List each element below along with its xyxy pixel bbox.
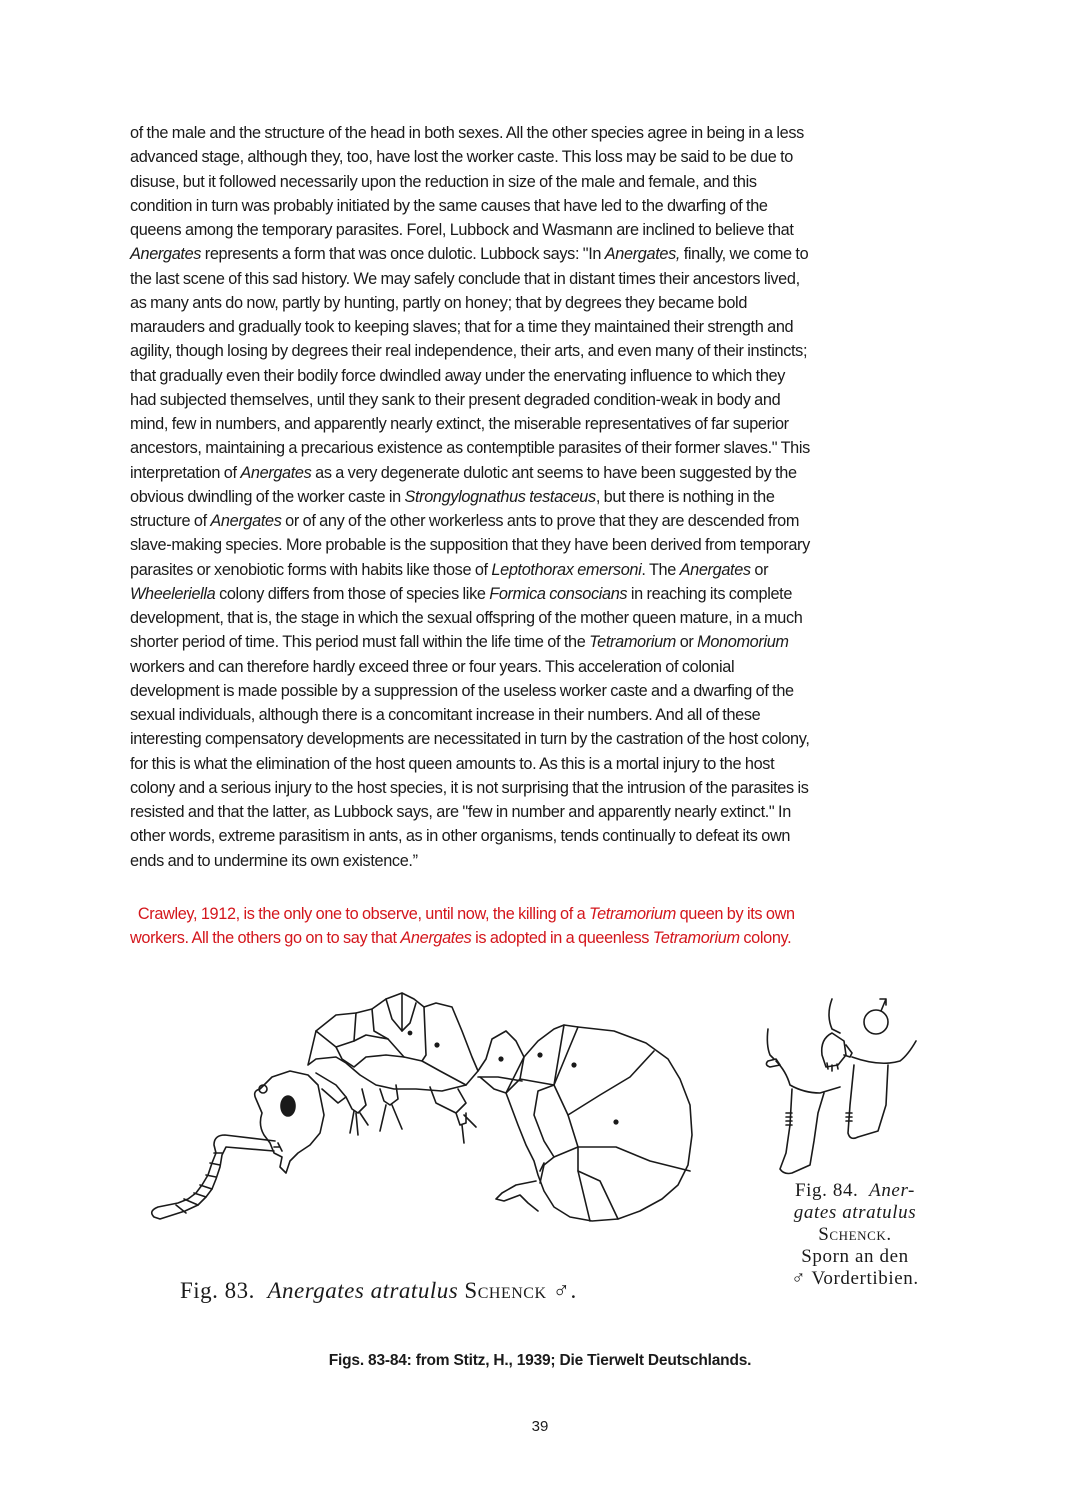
body-line: slave-making species. More probable is the supposition that they have been derived from temporary bbox=[130, 536, 810, 555]
male-symbol-icon: ♂ bbox=[552, 1278, 571, 1303]
body-line: shorter period of time. This period must fall within the life time of the Tetramorium or Monomorium bbox=[130, 633, 789, 652]
body-line: that gradually even their bodily force dwindled away under the enervating influence to which they bbox=[130, 366, 786, 385]
body-line: sexual individuals, although there is a concomitant increase in their numbers. And all of these bbox=[130, 706, 761, 724]
author-name: Schenck bbox=[464, 1278, 547, 1303]
figure-84-caption: Fig. 84. Aner- gates atratulus Schenck. Sporn an den ♂ Vordertibien. bbox=[750, 1180, 960, 1290]
body-line: obvious dwindling of the worker caste in Strongylognathus testaceus, but there is nothing in the bbox=[130, 487, 775, 506]
taxon-name: Anergates bbox=[130, 245, 202, 264]
body-line: parasites or xenobiotic forms with habits like those of Leptothorax emersoni. The Anergates or bbox=[130, 560, 769, 579]
body-line: other words, extreme parasitism in ants, as in other organisms, tends continually to defeat its own bbox=[130, 827, 791, 846]
figure-83-ant-illustration bbox=[140, 985, 730, 1315]
body-line: for this is what the elimination of the host queen amounts to. As this is a mortal injury to the host bbox=[130, 754, 775, 773]
taxon-name: Anergates bbox=[240, 463, 312, 482]
body-line: ancestors, maintaining a precarious existence as contemptible parasites of their former slaves." This bbox=[130, 439, 810, 458]
body-line: structure of Anergates or of any of the other workerless ants to prove that they are descended from bbox=[130, 512, 800, 530]
body-paragraph bbox=[130, 121, 960, 873]
body-line: interesting compensatory developments are necessitated in turn by the castration of the host colony, bbox=[130, 730, 810, 749]
body-line: advanced stage, although they, too, have lost the worker caste. This loss may be said to be due to bbox=[130, 148, 793, 167]
taxon-name: Anergates, bbox=[604, 245, 681, 264]
body-line: marauders and gradually took to keeping slaves; that for a time they maintained their strength and bbox=[130, 318, 794, 336]
body-line: disuse, but it followed necessarily upon the reduction in size of the male and female, and this bbox=[130, 172, 757, 191]
taxon-name: Monomorium bbox=[697, 633, 789, 652]
taxon-name: Strongylognathus testaceus bbox=[404, 487, 596, 506]
genus-name: Tetramorium bbox=[588, 905, 676, 923]
body-line: had subjected themselves, until they sank to their present degraded condition-weak in body and bbox=[130, 390, 781, 409]
body-line: agility, though losing by degrees their real independence, their arts, and even many of their instincts; bbox=[130, 342, 808, 361]
taxon-name: Anergates bbox=[679, 560, 751, 579]
figure-83-caption: Fig. 83. Anergates atratulus Schenck ♂. bbox=[180, 1278, 577, 1303]
species-name: Anergates atratulus bbox=[267, 1278, 459, 1303]
body-line: colony and a serious injury to the host species, it is not surprising that the intrusion of the parasites is bbox=[130, 778, 809, 797]
body-line: development, that is, the stage in which the sexual offspring of the mother queen mature, in a much bbox=[130, 609, 803, 627]
body-line: the last scene of this sad history. We may safely conclude that in distant times their ancestors lived, bbox=[130, 269, 800, 288]
taxon-name: Formica consocians bbox=[489, 584, 628, 603]
figure-source-caption: Figs. 83-84: from Stitz, H., 1939; Die Tierwelt Deutschlands. bbox=[328, 1352, 752, 1369]
taxon-name: Wheeleriella bbox=[130, 584, 216, 603]
body-line: as many ants do now, partly by hunting, partly on honey; that by degrees they became bold bbox=[130, 293, 748, 312]
note-line-2: workers. All the others go on to say that Anergates is adopted in a queenless Tetramorium colony. bbox=[130, 929, 792, 948]
taxon-name: Tetramorium bbox=[589, 633, 677, 652]
body-line: condition in turn was probably initiated by the same causes that have led to the dwarfing of the bbox=[130, 196, 768, 215]
species-name: Aner- bbox=[869, 1180, 915, 1201]
body-line: Wheeleriella colony differs from those of species like Formica consocians in reaching its complete bbox=[130, 584, 793, 603]
taxon-name: Anergates bbox=[210, 512, 282, 530]
body-line: development is made possible by a suppression of the useless worker caste and a dwarfing of the bbox=[130, 681, 794, 700]
body-line: ends and to undermine its own existence.” bbox=[130, 851, 418, 870]
body-line: Anergates represents a form that was once dulotic. Lubbock says: "In Anergates, finally, we come to bbox=[130, 245, 809, 264]
page-number: 39 bbox=[531, 1418, 549, 1435]
body-line: resisted and that the latter, as Lubbock says, are "few in number and apparently nearly extinct." In bbox=[130, 803, 791, 821]
body-line: interpretation of Anergates as a very degenerate dulotic ant seems to have been suggested by the bbox=[130, 463, 797, 482]
male-symbol-icon: ♂ bbox=[791, 1268, 807, 1289]
body-line: workers and can therefore hardly exceed three or four years. This acceleration of colonial bbox=[130, 657, 735, 676]
body-line: of the male and the structure of the head in both sexes. All the other species agree in being in a less bbox=[130, 124, 804, 142]
genus-name: Tetramorium bbox=[652, 929, 740, 948]
note-line-1: Crawley, 1912, is the only one to observe, until now, the killing of a Tetramorium queen by its own bbox=[130, 905, 795, 923]
body-line: queens among the temporary parasites. Forel, Lubbock and Wasmann are inclined to believe that bbox=[130, 221, 794, 239]
genus-name: Anergates bbox=[400, 929, 472, 948]
author-name: Schenck. bbox=[818, 1224, 892, 1245]
species-name: gates atratulus bbox=[793, 1202, 917, 1223]
taxon-name: Leptothorax emersoni bbox=[491, 560, 642, 579]
editor-note-paragraph bbox=[130, 902, 960, 951]
body-line: mind, few in numbers, and apparently nearly extinct, the miserable representatives of far superior bbox=[130, 415, 789, 433]
